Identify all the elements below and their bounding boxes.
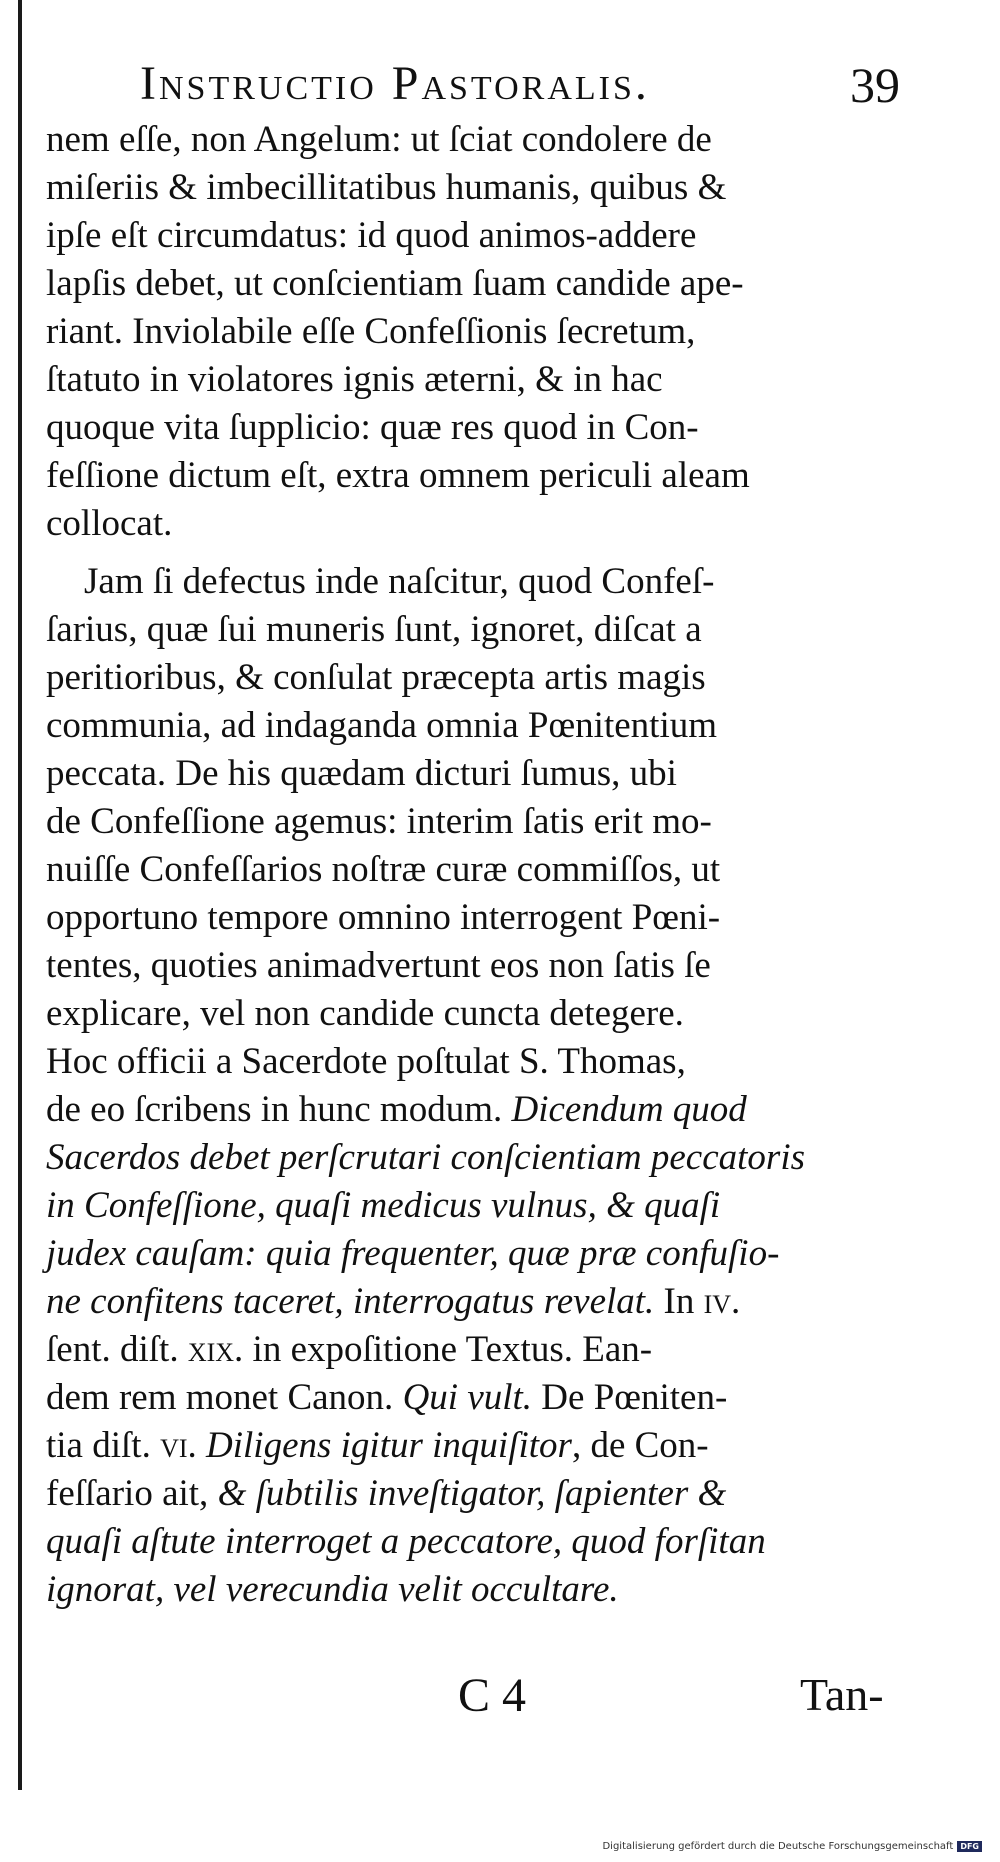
paragraph-gap xyxy=(46,548,946,558)
body-text xyxy=(46,116,946,1614)
text-line: opportuno tempore omnino interrogent Pœni- xyxy=(46,897,721,938)
text-line: ignorat, vel verecundia velit occultare. xyxy=(46,1569,619,1610)
running-title: Instructio Pastoralis. xyxy=(140,57,650,110)
text-line: miſeriis & imbecillitatibus humanis, quibus & xyxy=(46,167,727,208)
text-line: in Confeſſione, quaſi medicus vulnus, & quaſi xyxy=(46,1185,721,1226)
text-line: ſtatuto in violatores ignis æterni, & in hac xyxy=(46,359,663,400)
page-header xyxy=(140,56,900,116)
text-line: nuiſſe Confeſſarios noſtræ curæ commiſſos, ut xyxy=(46,849,721,890)
text-line: peccata. De his quædam dicturi ſumus, ubi xyxy=(46,753,677,794)
text-line: ipſe eſt circumdatus: id quod animos-addere xyxy=(46,215,697,256)
text-line: collocat. xyxy=(46,503,173,544)
dfg-logo-icon: DFG xyxy=(957,1841,982,1852)
text-line: communia, ad indaganda omnia Pœnitentium xyxy=(46,705,718,746)
text-line: explicare, vel non candide cuncta detegere. xyxy=(46,993,684,1034)
text-line: Sacerdos debet perſcrutari conſcientiam peccatoris xyxy=(46,1137,806,1178)
text-line: de Confeſſione agemus: interim ſatis erit mo- xyxy=(46,801,712,842)
catchword: Tan- xyxy=(800,1669,884,1720)
credit-text: Digitalisierung gefördert durch die Deutsche Forschungsgemeinschaft xyxy=(602,1841,954,1852)
text-line: ſarius, quæ ſui muneris ſunt, ignoret, diſcat a xyxy=(46,609,702,650)
text-line: ne confitens taceret, interrogatus revelat. In iv. xyxy=(46,1281,741,1322)
text-line: judex cauſam: quia frequenter, quæ præ confuſio- xyxy=(46,1233,780,1274)
text-line: feſſario ait, & ſubtilis inveſtigator, ſapienter & xyxy=(46,1473,727,1514)
text-line: tentes, quoties animadvertunt eos non ſatis ſe xyxy=(46,945,711,986)
page-footer xyxy=(0,1668,1000,1738)
text-line: peritioribus, & conſulat præcepta artis magis xyxy=(46,657,706,698)
page-number: 39 xyxy=(850,57,900,113)
text-line: de eo ſcribens in hunc modum. Dicendum quod xyxy=(46,1089,747,1130)
text-line: lapſis debet, ut conſcientiam ſuam candide ape- xyxy=(46,263,744,304)
text-line: quaſi aſtute interroget a peccatore, quod forſitan xyxy=(46,1521,766,1562)
text-line: riant. Inviolabile eſſe Confeſſionis ſecretum, xyxy=(46,311,696,352)
digitization-credit xyxy=(602,1841,982,1852)
text-line: feſſione dictum eſt, extra omnem periculi aleam xyxy=(46,455,750,496)
text-line: ſent. diſt. xix. in expoſitione Textus. Ean- xyxy=(46,1329,653,1370)
text-line: Jam ſi defectus inde naſcitur, quod Confeſ- xyxy=(84,561,715,602)
text-line: quoque vita ſupplicio: quæ res quod in Con- xyxy=(46,407,699,448)
signature-mark: C 4 xyxy=(458,1669,527,1722)
text-line: nem eſſe, non Angelum: ut ſciat condolere de xyxy=(46,119,712,160)
text-line: Hoc officii a Sacerdote poſtulat S. Thomas, xyxy=(46,1041,686,1082)
page-edge-shadow xyxy=(18,0,22,1790)
text-line: tia diſt. vi. Diligens igitur inquiſitor, de Con- xyxy=(46,1425,709,1466)
text-line: dem rem monet Canon. Qui vult. De Pœniten- xyxy=(46,1377,728,1418)
